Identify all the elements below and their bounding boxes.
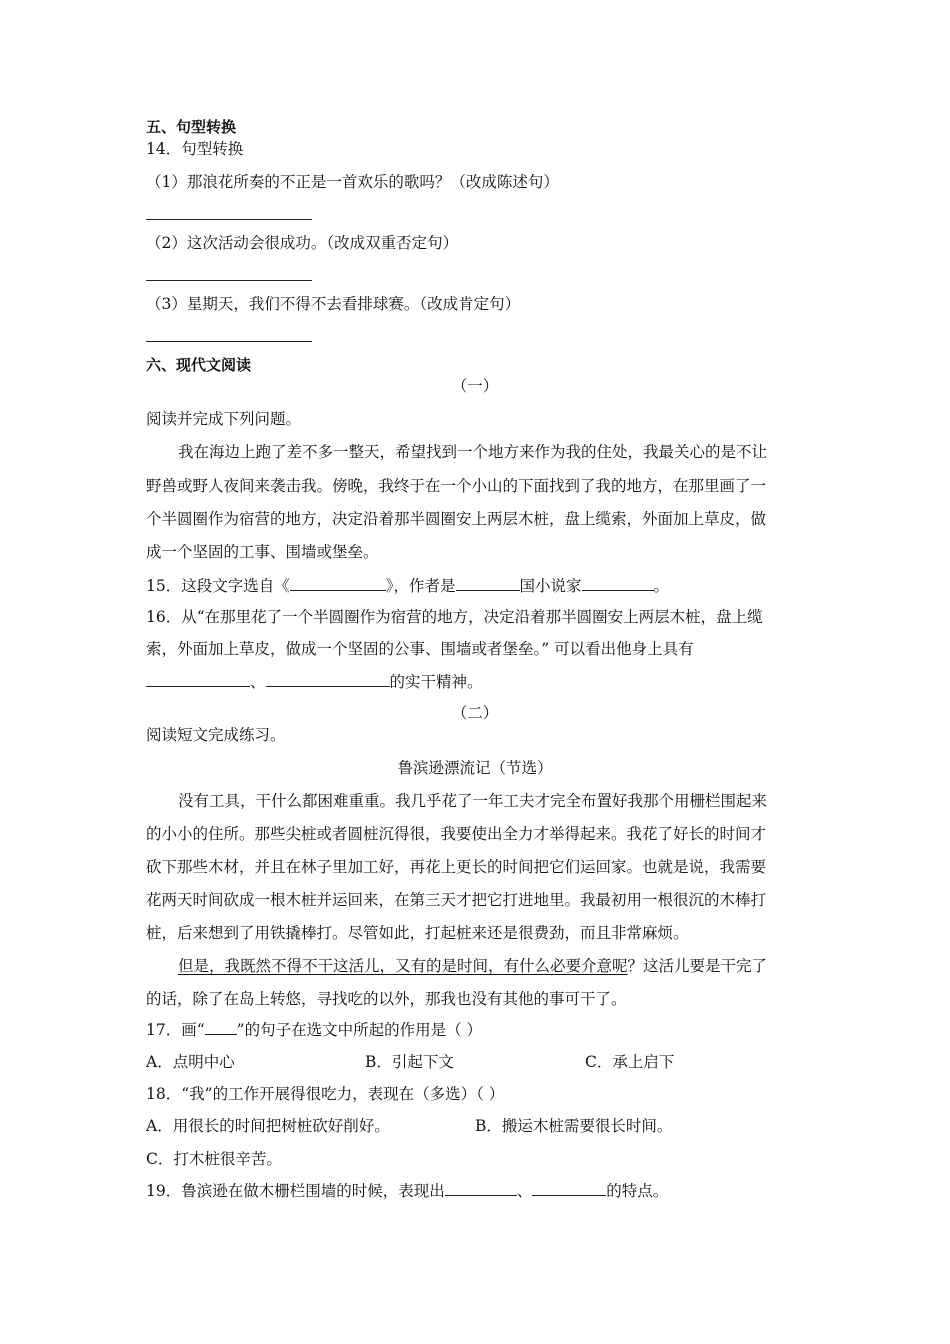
question-14-label: 14．句型转换 bbox=[146, 140, 244, 158]
question-16-line-3 bbox=[146, 672, 483, 692]
answer-line-14-3 bbox=[146, 341, 312, 342]
question-18-option-c[interactable]: C．打木桩很辛苦。 bbox=[146, 1150, 282, 1168]
question-17-option-a[interactable]: A．点明中心 bbox=[146, 1053, 235, 1071]
question-14-item-1: （1）那浪花所奏的不正是一首欢乐的歌吗？（改成陈述句） bbox=[146, 173, 559, 191]
question-18-stem: 18．“我”的工作开展得很吃力，表现在（多选）（ ） bbox=[146, 1085, 505, 1103]
part-1-instruction: 阅读并完成下列问题。 bbox=[146, 410, 302, 428]
answer-line-14-2 bbox=[146, 280, 312, 281]
question-16-line-2: 索，外面加上草皮，做成一个坚固的公事、围墙或者堡垒。” 可以看出他身上具有 bbox=[146, 640, 694, 658]
question-19 bbox=[146, 1181, 668, 1201]
question-19-text-a: 19．鲁滨逊在做木栅栏围墙的时候，表现出 bbox=[146, 1182, 445, 1200]
passage-title: 鲁滨逊漂流记（节选） bbox=[397, 759, 553, 777]
question-15-blank-book[interactable] bbox=[290, 576, 386, 591]
passage-1-line: 成一个坚固的工事、围墙或堡垒。 bbox=[146, 543, 379, 561]
passage-2-para-2-line-2: 的话，除了在岛上转悠，寻找吃的以外，那我也没有其他的事可干了。 bbox=[146, 990, 627, 1008]
question-15-text-a: 15．这段文字选自《 bbox=[146, 577, 290, 595]
question-17-underline-sample bbox=[205, 1020, 237, 1035]
question-16-separator: 、 bbox=[250, 673, 266, 691]
underlined-sentence: 但是，我既然不得不干这活儿，又有的是时间，有什么必要介意呢 bbox=[178, 957, 628, 975]
question-17-text-b: ”的句子在选文中所起的作用是（ ） bbox=[236, 1021, 483, 1039]
passage-1-line: 我在海边上跑了差不多一整天，希望找到一个地方来作为我的住处，我最关心的是不让 bbox=[178, 443, 768, 461]
question-16-blank-2[interactable] bbox=[266, 672, 390, 687]
question-14-item-3: （3）星期天，我们不得不去看排球赛。（改成肯定句） bbox=[146, 295, 521, 313]
passage-2-line: 的小小的住所。那些尖桩或者圆桩沉得很，我要使出全力才举得起来。我花了好长的时间才 bbox=[146, 825, 767, 843]
question-16-blank-1[interactable] bbox=[146, 672, 250, 687]
passage-2-line: 花两天时间砍成一根木桩并运回来，在第三天才把它打进地里。我最初用一根很沉的木棒打 bbox=[146, 891, 767, 909]
question-15-blank-country[interactable] bbox=[456, 576, 520, 591]
section-5-heading: 五、句型转换 bbox=[146, 118, 237, 136]
question-17-option-c[interactable]: C．承上启下 bbox=[585, 1053, 675, 1071]
part-1-marker: （一） bbox=[451, 377, 499, 395]
question-15-blank-author[interactable] bbox=[582, 576, 654, 591]
passage-2-line: 没有工具，干什么都困难重重。我几乎花了一年工夫才完全布置好我那个用栅栏围起来 bbox=[178, 792, 768, 810]
question-19-blank-1[interactable] bbox=[445, 1181, 517, 1196]
passage-1-line: 个半圆圈作为宿营的地方，决定沿着那半圆圈安上两层木桩，盘上缆索，外面加上草皮，做 bbox=[146, 510, 767, 528]
passage-2-para-2-rest: ？这活儿要是干完了 bbox=[627, 957, 768, 975]
question-17 bbox=[146, 1020, 482, 1040]
question-15 bbox=[146, 576, 669, 596]
passage-2-line: 桩，后来想到了用铁撬棒打。尽管如此，打起桩来还是很费劲，而且非常麻烦。 bbox=[146, 924, 689, 942]
passage-2-para-2-line-1 bbox=[178, 956, 767, 976]
question-15-text-b: 》，作者是 bbox=[385, 577, 456, 595]
question-18-option-a[interactable]: A．用很长的时间把树桩砍好削好。 bbox=[146, 1117, 390, 1135]
passage-1-line: 野兽或野人夜间来袭击我。傍晚，我终于在一个小山的下面找到了我的地方，在那里画了一 bbox=[146, 477, 767, 495]
passage-2-line: 砍下那些木材，并且在林子里加工好，再花上更长的时间把它们运回家。也就是说，我需要 bbox=[146, 858, 767, 876]
question-15-text-d: 。 bbox=[653, 577, 670, 595]
part-2-marker: （二） bbox=[451, 704, 499, 722]
question-17-option-b[interactable]: B．引起下文 bbox=[365, 1053, 454, 1071]
question-17-text-a: 17．画“ bbox=[146, 1021, 205, 1039]
question-19-text-b: 的特点。 bbox=[606, 1182, 669, 1200]
question-16-line-1: 16．从“在那里花了一个半圆圈作为宿营的地方，决定沿着那半圆圈安上两层木桩，盘上缆 bbox=[146, 608, 763, 626]
part-2-instruction: 阅读短文完成练习。 bbox=[146, 726, 286, 744]
question-16-tail: 的实干精神。 bbox=[389, 673, 483, 691]
question-14-item-2: （2）这次活动会很成功。（改成双重否定句） bbox=[146, 234, 459, 252]
question-18-option-b[interactable]: B．搬运木桩需要很长时间。 bbox=[475, 1117, 673, 1135]
question-19-blank-2[interactable] bbox=[532, 1181, 606, 1196]
question-19-separator: 、 bbox=[516, 1182, 533, 1200]
section-6-heading: 六、现代文阅读 bbox=[146, 356, 252, 374]
question-15-text-c: 国小说家 bbox=[519, 577, 582, 595]
answer-line-14-1 bbox=[146, 219, 312, 220]
